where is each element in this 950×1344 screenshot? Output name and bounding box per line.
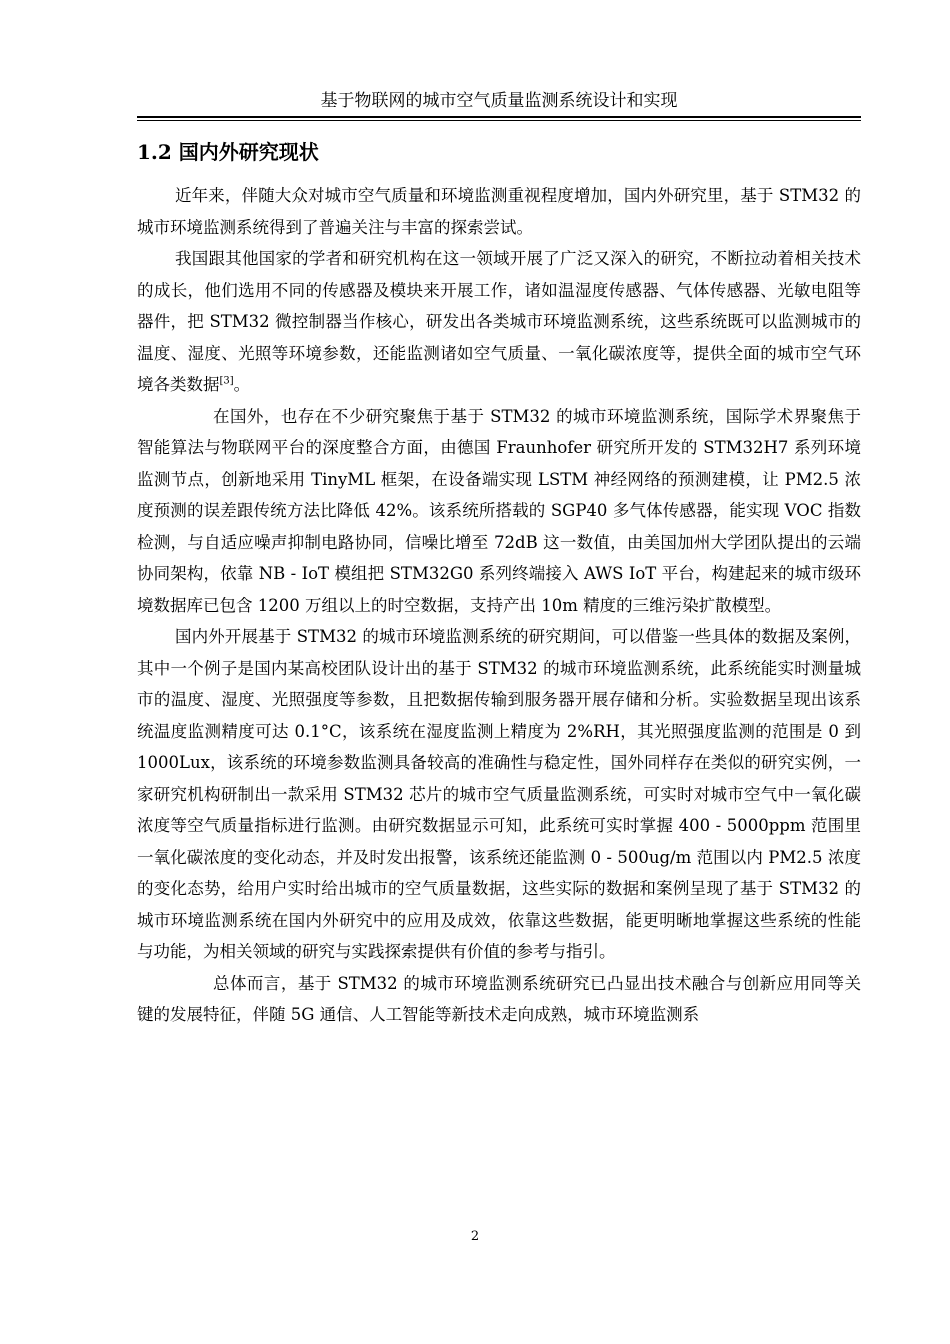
paragraph-text: 我国跟其他国家的学者和研究机构在这一领域开展了广泛又深入的研究，不断拉动着相关技术的成长，他们选用不同的传感器及模块来开展工作，诸如温湿度传感器、气体传感器、光敏电阻等器件，把 STM32 微控制器当作核心，研发出各类城市环境监测系统，这些系统既可以监测城市的温度、湿度、光照等环境参数，还能监测诸如空气质量、一氧化碳浓度等，提供全面的城市空气环境各类数据 [137, 249, 861, 394]
paragraph-text: 国内外开展基于 STM32 的城市环境监测系统的研究期间，可以借鉴一些具体的数据及案例，其中一个例子是国内某高校团队设计出的基于 STM32 的城市环境监测系统，此系统能实时测量城市的温度、湿度、光照强度等参数，且把数据传输到服务器开展存储和分析。实验数据呈现出该系统温度监测精度可达 0.1°C，该系统在湿度监测上精度为 2%RH，其光照强度监测的范围是 0 到 1000Lux，该系统的环境参数监测具备较高的准确性与稳定性，国外同样存在类似的研究实例，一家研究机构研制出一款采用 STM32 芯片的城市空气质量监测系统，可实时对城市空气中一氧化碳浓度等空气质量指标进行监测。由研究数据显示可知，此系统可实时掌握 400 - 5000ppm 范围里一氧化碳浓度的变化动态，并及时发出报警，该系统还能监测 0 - 500ug/m 范围以内 PM2.5 浓度的变化态势，给用户实时给出城市的空气质量数据，这些实际的数据和案例呈现了基于 STM32 的城市环境监测系统在国内外研究中的应用及成效，依靠这些数据，能更明晰地掌握这些系统的性能与功能，为相关领域的研究与实践探索提供有价值的参考与指引。 [137, 627, 861, 961]
paragraph-tail: 。 [233, 375, 251, 394]
paragraph-foreign [137, 401, 861, 622]
paragraph-text: 在国外，也存在不少研究聚焦于基于 STM32 的城市环境监测系统，国际学术界聚焦于智能算法与物联网平台的深度整合方面，由德国 Fraunhofer 研究所开发的 STM32H7 系列环境监测节点，创新地采用 TinyML 框架，在设备端实现 LSTM 神经网络的预测建模，让 PM2.5 浓度预测的误差跟传统方法比降低 42%。该系统所搭载的 SGP40 多气体传感器，能实现 VOC 指数检测，与自适应噪声抑制电路协同，信噪比增至 72dB 这一数值，由美国加州大学团队提出的云端协同架构，依靠 NB - IoT 模组把 STM32G0 系列终端接入 AWS IoT 平台，构建起来的城市级环境数据库已包含 1200 万组以上的时空数据，支持产出 10m 精度的三维污染扩散模型。 [137, 406, 861, 615]
section-heading: 1.2 国内外研究现状 [137, 140, 319, 164]
paragraph-text: 近年来，伴随大众对城市空气质量和环境监测重视程度增加，国内外研究里，基于 STM32 的城市环境监测系统得到了普遍关注与丰富的探索尝试。 [137, 186, 861, 237]
paragraph-domestic [137, 243, 861, 401]
running-header: 基于物联网的城市空气质量监测系统设计和实现 [320, 91, 678, 111]
paragraph-cases [137, 621, 861, 968]
paragraph-intro [137, 180, 861, 243]
header-rule-thin [137, 120, 861, 121]
paragraph-text: 总体而言，基于 STM32 的城市环境监测系统研究已凸显出技术融合与创新应用同等关键的发展特征，伴随 5G 通信、人工智能等新技术走向成熟，城市环境监测系 [137, 973, 861, 1024]
page-number: 2 [470, 1229, 480, 1244]
header-rule-thick [137, 116, 861, 118]
body-text [137, 180, 861, 1031]
paragraph-summary [137, 968, 861, 1031]
citation-ref: [3] [219, 375, 234, 387]
